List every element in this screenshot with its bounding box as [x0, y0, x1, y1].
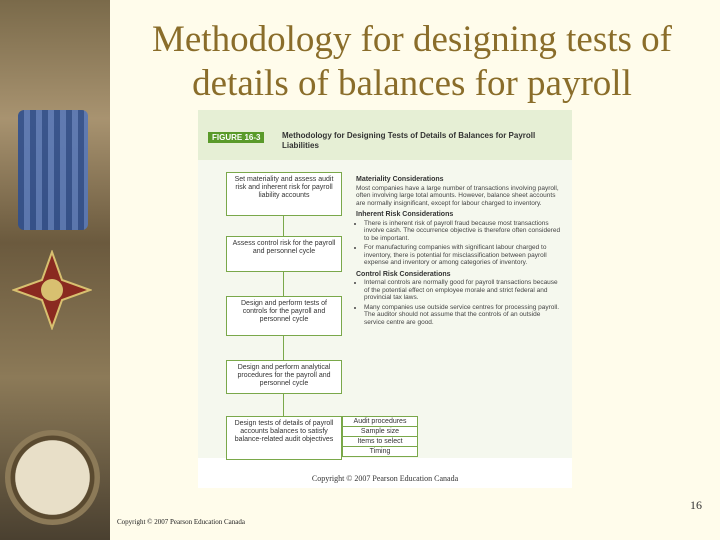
figure-label: FIGURE 16-3: [208, 132, 264, 143]
figure-16-3: [198, 110, 572, 488]
page-number: 16: [690, 498, 702, 512]
flow-connector: [283, 272, 284, 296]
flow-step-1: Set materiality and assess audit risk and inherent risk for payroll liability accounts: [226, 172, 342, 216]
control-risk-item: • Many companies use outside service centres for processing payroll. The auditor should not assume that the controls of an outside service centre are good.: [364, 304, 562, 327]
materiality-text: Most companies have a large number of transactions involving payroll, often involving large total amounts. However, balance sheet accounts are normally insignificant, except for labour charged to inventory.: [356, 184, 559, 207]
inherent-risk-heading: Inherent Risk Considerations: [356, 211, 454, 218]
slide-title: [112, 18, 712, 106]
procedure-item: Timing: [369, 448, 391, 455]
figure-header: [198, 110, 572, 160]
procedures-table: [342, 416, 418, 457]
title-line-2: details of balances for payroll: [192, 63, 632, 104]
ribbon-image: [18, 110, 88, 230]
flow-connector: [283, 336, 284, 360]
control-risk-item: • Internal controls are normally good for payroll transactions because of the potential effect on employee morale and strict federal and provincial tax laws.: [364, 279, 562, 302]
slide-copyright: Copyright © 2007 Pearson Education Canada: [117, 518, 245, 526]
decorative-medal-border: [0, 0, 110, 540]
flow-connector: [283, 216, 284, 236]
flow-step-2: Assess control risk for the payroll and personnel cycle: [226, 236, 342, 272]
materiality-heading: Materiality Considerations: [356, 176, 444, 183]
procedure-item: Items to select: [343, 437, 417, 447]
control-risk-heading: Control Risk Considerations: [356, 270, 451, 278]
flow-step-4: Design and perform analytical procedures for the payroll and personnel cycle: [226, 360, 342, 394]
medal-cross-icon: [12, 250, 92, 330]
compass-image: [5, 430, 100, 525]
title-line-1: Methodology for designing tests of: [151, 19, 672, 60]
inherent-risk-item: • There is inherent risk of payroll fraud because most transactions involve cash. The occurrence objective is therefore often considered to be important.: [364, 220, 562, 243]
considerations-panel: [356, 172, 562, 328]
figure-title: Methodology for Designing Tests of Details of Balances for Payroll Liabilities: [282, 131, 536, 150]
flow-step-5: Design tests of details of payroll accounts balances to satisfy balance-related audit objectives: [226, 416, 342, 460]
flow-connector: [283, 394, 284, 416]
control-risk-list: [356, 279, 562, 326]
procedure-item: Audit procedures: [343, 417, 417, 427]
inherent-risk-list: [356, 220, 562, 267]
inherent-risk-item: • For manufacturing companies with significant labour charged to inventory, there is potential for misclassification between payroll expense and inventory or among categories of inventory.: [364, 244, 562, 267]
flow-step-3: Design and perform tests of controls for the payroll and personnel cycle: [226, 296, 342, 336]
procedure-item: Sample size: [343, 427, 417, 437]
figure-copyright: Copyright © 2007 Pearson Education Canada: [311, 474, 459, 483]
